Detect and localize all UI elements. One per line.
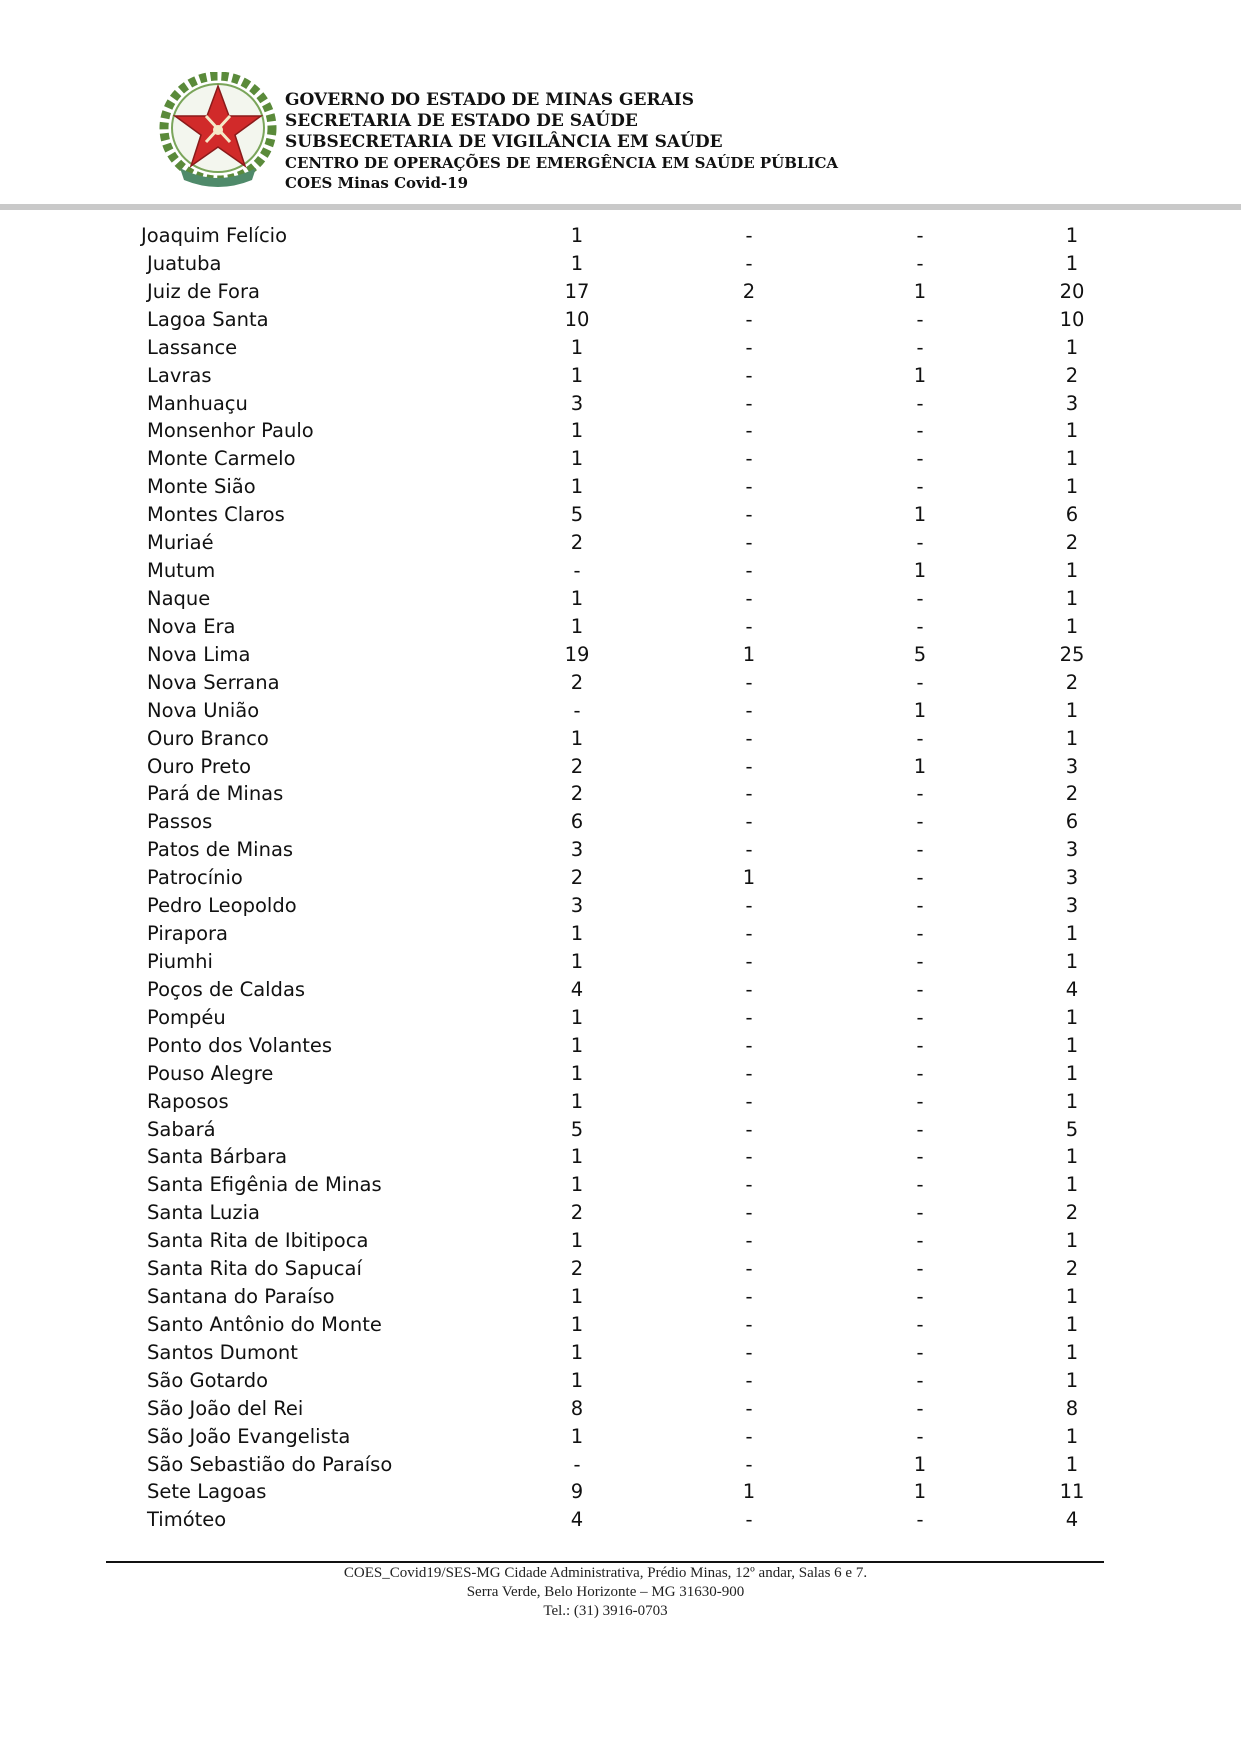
cases-col-3: -	[916, 475, 924, 499]
cases-total: 6	[1065, 810, 1079, 834]
cases-total: 1	[1065, 949, 1079, 973]
table-row	[0, 864, 1241, 892]
cases-col-1: 1	[570, 922, 584, 946]
cases-col-2: -	[745, 1229, 753, 1253]
cases-col-1: 1	[570, 419, 584, 443]
table-row	[0, 1339, 1241, 1367]
cases-col-1: 2	[570, 531, 584, 555]
cases-col-3: -	[916, 251, 924, 275]
cases-total: 1	[1065, 586, 1079, 610]
municipality-name: Sete Lagoas	[147, 1480, 267, 1504]
cases-col-1: 4	[570, 1508, 584, 1532]
cases-total: 1	[1065, 1368, 1079, 1392]
cases-col-2: -	[745, 1033, 753, 1057]
table-row	[0, 1395, 1241, 1423]
cases-col-1: 9	[570, 1480, 584, 1504]
cases-col-3: -	[916, 1424, 924, 1448]
cases-total: 3	[1065, 391, 1079, 415]
cases-col-1: 2	[570, 670, 584, 694]
cases-col-3: -	[916, 1312, 924, 1336]
cases-col-2: -	[745, 754, 753, 778]
cases-total: 2	[1065, 1257, 1079, 1281]
cases-col-3: -	[916, 977, 924, 1001]
municipality-name: São Sebastião do Paraíso	[147, 1452, 393, 1476]
footer-city-line: Serra Verde, Belo Horizonte – MG 31630-900	[466, 1584, 745, 1600]
table-row	[0, 362, 1241, 390]
cases-col-1: 2	[570, 754, 584, 778]
cases-total: 2	[1065, 531, 1079, 555]
cases-col-1: 1	[570, 1089, 584, 1113]
cases-col-1: 1	[570, 1145, 584, 1169]
cases-col-1: 1	[570, 1312, 584, 1336]
cases-col-3: -	[916, 1257, 924, 1281]
municipality-name: Pedro Leopoldo	[147, 894, 297, 918]
cases-col-2: -	[745, 1061, 753, 1085]
header-divider	[0, 204, 1241, 210]
cases-col-1: 2	[570, 782, 584, 806]
cases-col-1: 1	[570, 475, 584, 499]
table-row	[0, 1451, 1241, 1479]
table-row	[0, 445, 1241, 473]
cases-total: 1	[1065, 1005, 1079, 1029]
municipality-name: Nova Lima	[147, 642, 251, 666]
cases-col-1: 1	[570, 1005, 584, 1029]
municipality-name: Pirapora	[147, 922, 228, 946]
cases-col-2: -	[745, 1201, 753, 1225]
cases-total: 8	[1065, 1396, 1079, 1420]
municipality-name: Santana do Paraíso	[147, 1285, 335, 1309]
municipality-name: Ouro Preto	[147, 754, 252, 778]
table-row	[0, 836, 1241, 864]
cases-col-2: 1	[742, 642, 756, 666]
cases-col-2: -	[745, 1117, 753, 1141]
cases-col-1: 1	[570, 363, 584, 387]
cases-total: 1	[1065, 419, 1079, 443]
cases-col-2: -	[745, 1424, 753, 1448]
cases-col-2: -	[745, 977, 753, 1001]
table-row	[0, 334, 1241, 362]
cases-total: 10	[1059, 307, 1085, 331]
cases-col-2: -	[745, 335, 753, 359]
cases-total: 2	[1065, 670, 1079, 694]
municipality-name: Lavras	[147, 363, 212, 387]
municipality-name: Santo Antônio do Monte	[147, 1312, 382, 1336]
header-line-subsecretariat: SUBSECRETARIA DE VIGILÂNCIA EM SAÚDE	[285, 132, 723, 152]
cases-col-1: -	[573, 559, 581, 583]
table-row	[0, 1116, 1241, 1144]
cases-total: 1	[1065, 1452, 1079, 1476]
cases-total: 1	[1065, 251, 1079, 275]
table-row	[0, 1423, 1241, 1451]
cases-col-3: 5	[913, 642, 927, 666]
cases-col-2: 2	[742, 279, 756, 303]
cases-col-2: -	[745, 559, 753, 583]
table-row	[0, 557, 1241, 585]
municipality-name: Ponto dos Volantes	[147, 1033, 333, 1057]
cases-total: 1	[1065, 1061, 1079, 1085]
cases-total: 2	[1065, 1201, 1079, 1225]
cases-total: 1	[1065, 1340, 1079, 1364]
cases-total: 1	[1065, 1285, 1079, 1309]
cases-col-2: -	[745, 307, 753, 331]
table-row	[0, 669, 1241, 697]
cases-col-2: -	[745, 586, 753, 610]
cases-col-3: -	[916, 391, 924, 415]
cases-col-3: -	[916, 1117, 924, 1141]
header-line-government: GOVERNO DO ESTADO DE MINAS GERAIS	[285, 90, 694, 110]
table-row	[0, 1478, 1241, 1506]
cases-col-3: 1	[913, 279, 927, 303]
cases-col-2: -	[745, 1173, 753, 1197]
document-footer	[0, 1564, 1211, 1621]
cases-col-3: -	[916, 1061, 924, 1085]
cases-total: 2	[1065, 363, 1079, 387]
cases-total: 3	[1065, 838, 1079, 862]
cases-total: 6	[1065, 503, 1079, 527]
municipality-name: Nova União	[147, 698, 260, 722]
table-row	[0, 1255, 1241, 1283]
cases-total: 1	[1065, 1424, 1079, 1448]
municipality-name: Juatuba	[147, 251, 222, 275]
table-row	[0, 1171, 1241, 1199]
cases-col-1: 1	[570, 251, 584, 275]
municipality-name: Santa Luzia	[147, 1201, 260, 1225]
cases-col-3: -	[916, 586, 924, 610]
cases-total: 11	[1059, 1480, 1085, 1504]
municipality-name: Piumhi	[147, 949, 213, 973]
cases-col-2: -	[745, 1452, 753, 1476]
municipality-name: Muriaé	[147, 531, 214, 555]
cases-total: 3	[1065, 894, 1079, 918]
municipality-name: Monsenhor Paulo	[147, 419, 314, 443]
cases-col-1: 1	[570, 224, 584, 247]
cases-col-3: -	[916, 335, 924, 359]
cases-col-2: -	[745, 1285, 753, 1309]
cases-col-1: 4	[570, 977, 584, 1001]
cases-col-2: -	[745, 1257, 753, 1281]
cases-col-3: -	[916, 810, 924, 834]
header-line-center: CENTRO DE OPERAÇÕES DE EMERGÊNCIA EM SAÚDE PÚBLICA	[285, 154, 839, 172]
header-text-block	[285, 90, 838, 193]
cases-total: 1	[1065, 224, 1079, 247]
municipality-name: Timóteo	[147, 1508, 227, 1532]
table-row	[0, 1283, 1241, 1311]
table-row	[0, 1367, 1241, 1395]
municipality-name: Montes Claros	[147, 503, 285, 527]
table-row	[0, 1032, 1241, 1060]
table-row	[0, 501, 1241, 529]
municipality-name: Nova Era	[147, 614, 236, 638]
municipality-name: Sabará	[147, 1117, 216, 1141]
cases-col-2: -	[745, 531, 753, 555]
cases-total: 2	[1065, 782, 1079, 806]
table-row	[0, 1060, 1241, 1088]
cases-total: 1	[1065, 1173, 1079, 1197]
cases-col-1: 2	[570, 1201, 584, 1225]
table-row	[0, 1311, 1241, 1339]
table-row	[0, 613, 1241, 641]
cases-col-1: 5	[570, 503, 584, 527]
table-row	[0, 278, 1241, 306]
table-row	[0, 1004, 1241, 1032]
cases-col-1: 8	[570, 1396, 584, 1420]
cases-col-3: -	[916, 1229, 924, 1253]
cases-total: 4	[1065, 977, 1079, 1001]
cases-col-1: 17	[564, 279, 590, 303]
municipality-name: São João Evangelista	[147, 1424, 351, 1448]
table-row	[0, 1227, 1241, 1255]
municipality-name: Pouso Alegre	[147, 1061, 274, 1085]
cases-col-1: 1	[570, 447, 584, 471]
cases-col-1: 3	[570, 838, 584, 862]
cases-col-2: -	[745, 1005, 753, 1029]
cases-col-1: 3	[570, 894, 584, 918]
cases-col-2: -	[745, 726, 753, 750]
municipality-name: Monte Sião	[147, 475, 256, 499]
cases-total: 1	[1065, 1089, 1079, 1113]
cases-total: 1	[1065, 559, 1079, 583]
table-row	[0, 306, 1241, 334]
table-row	[0, 529, 1241, 557]
header-line-secretariat: SECRETARIA DE ESTADO DE SAÚDE	[285, 111, 638, 131]
cases-col-3: -	[916, 894, 924, 918]
cases-col-1: 1	[570, 335, 584, 359]
municipality-name: Santa Rita do Sapucaí	[147, 1257, 362, 1281]
cases-col-2: -	[745, 1340, 753, 1364]
municipality-name: Lassance	[147, 335, 238, 359]
table-row	[0, 920, 1241, 948]
table-row	[0, 390, 1241, 418]
cases-col-3: 1	[913, 1452, 927, 1476]
cases-col-1: 1	[570, 1033, 584, 1057]
cases-col-2: -	[745, 1145, 753, 1169]
cases-col-3: -	[916, 447, 924, 471]
cases-col-2: -	[745, 949, 753, 973]
cases-col-3: -	[916, 726, 924, 750]
cases-col-1: 19	[564, 642, 590, 666]
cases-col-3: -	[916, 866, 924, 890]
cases-col-2: -	[745, 810, 753, 834]
municipality-name: São Gotardo	[147, 1368, 269, 1392]
cases-col-3: -	[916, 1368, 924, 1392]
cases-col-3: -	[916, 922, 924, 946]
cases-col-2: 1	[742, 1480, 756, 1504]
table-row	[0, 780, 1241, 808]
minas-gerais-coat-of-arms-icon	[158, 72, 278, 188]
municipality-name: São João del Rei	[147, 1396, 304, 1420]
cases-col-2: -	[745, 1508, 753, 1532]
municipality-name: Santos Dumont	[147, 1340, 298, 1364]
cases-total: 1	[1065, 698, 1079, 722]
cases-total: 1	[1065, 1145, 1079, 1169]
cases-col-2: -	[745, 1089, 753, 1113]
cases-col-1: 1	[570, 1061, 584, 1085]
cases-col-3: -	[916, 1340, 924, 1364]
cases-col-3: -	[916, 949, 924, 973]
municipality-name: Nova Serrana	[147, 670, 280, 694]
cases-col-3: -	[916, 782, 924, 806]
cases-total: 1	[1065, 1312, 1079, 1336]
cases-total: 1	[1065, 726, 1079, 750]
cases-total: 3	[1065, 866, 1079, 890]
cases-col-1: 1	[570, 949, 584, 973]
table-row	[0, 697, 1241, 725]
cases-col-1: 1	[570, 1173, 584, 1197]
municipality-name: Poços de Caldas	[147, 977, 306, 1001]
cases-col-3: -	[916, 1089, 924, 1113]
table-row	[0, 892, 1241, 920]
cases-total: 1	[1065, 922, 1079, 946]
footer-address-line: COES_Covid19/SES-MG Cidade Administrativa, Prédio Minas, 12º andar, Salas 6 e 7.	[343, 1565, 868, 1581]
cases-col-3: -	[916, 1508, 924, 1532]
cases-col-3: -	[916, 1173, 924, 1197]
cases-col-3: -	[916, 307, 924, 331]
cases-col-1: 1	[570, 586, 584, 610]
cases-col-2: -	[745, 894, 753, 918]
footer-divider	[106, 1561, 1104, 1563]
cases-col-2: -	[745, 1312, 753, 1336]
cases-col-2: -	[745, 698, 753, 722]
municipality-name: Joaquim Felício	[141, 224, 288, 247]
cases-col-3: -	[916, 838, 924, 862]
cases-col-3: 1	[913, 1480, 927, 1504]
cases-col-2: -	[745, 670, 753, 694]
table-row	[0, 1088, 1241, 1116]
cases-col-3: -	[916, 419, 924, 443]
cases-col-1: 1	[570, 1229, 584, 1253]
cases-col-2: -	[745, 782, 753, 806]
cases-total: 1	[1065, 335, 1079, 359]
cases-total: 25	[1059, 642, 1085, 666]
cases-col-2: -	[745, 614, 753, 638]
cases-col-1: 10	[564, 307, 590, 331]
cases-col-3: 1	[913, 559, 927, 583]
cases-col-3: -	[916, 670, 924, 694]
cases-total: 1	[1065, 447, 1079, 471]
cases-col-3: -	[916, 1285, 924, 1309]
cases-col-2: -	[745, 363, 753, 387]
cases-col-1: 6	[570, 810, 584, 834]
cases-total: 1	[1065, 1229, 1079, 1253]
cases-col-1: 3	[570, 391, 584, 415]
table-row	[0, 250, 1241, 278]
cases-col-3: 1	[913, 363, 927, 387]
cases-total: 1	[1065, 475, 1079, 499]
footer-phone-line: Tel.: (31) 3916-0703	[543, 1603, 668, 1619]
cases-col-2: -	[745, 922, 753, 946]
table-row	[0, 725, 1241, 753]
cases-col-3: 1	[913, 698, 927, 722]
cases-total: 1	[1065, 614, 1079, 638]
table-row	[0, 753, 1241, 781]
cases-col-2: -	[745, 447, 753, 471]
municipality-name: Pompéu	[147, 1005, 226, 1029]
cases-col-2: -	[745, 1368, 753, 1392]
municipality-cases-table	[0, 222, 1241, 1534]
table-row	[0, 417, 1241, 445]
cases-col-3: -	[916, 1033, 924, 1057]
cases-col-2: -	[745, 503, 753, 527]
municipality-name: Manhuaçu	[147, 391, 248, 415]
cases-col-1: 1	[570, 1340, 584, 1364]
cases-total: 1	[1065, 1033, 1079, 1057]
cases-col-1: 1	[570, 1368, 584, 1392]
cases-col-3: 1	[913, 754, 927, 778]
table-row	[0, 1506, 1241, 1534]
municipality-name: Mutum	[147, 559, 216, 583]
cases-col-3: -	[916, 1145, 924, 1169]
cases-col-2: 1	[742, 866, 756, 890]
cases-col-1: 1	[570, 1285, 584, 1309]
cases-col-3: -	[916, 1201, 924, 1225]
table-row	[0, 641, 1241, 669]
municipality-name: Juiz de Fora	[147, 279, 260, 303]
cases-col-2: -	[745, 251, 753, 275]
table-row	[0, 976, 1241, 1004]
cases-col-3: -	[916, 531, 924, 555]
cases-col-1: 1	[570, 614, 584, 638]
cases-col-1: 2	[570, 1257, 584, 1281]
table-row	[0, 473, 1241, 501]
municipality-name: Pará de Minas	[147, 782, 284, 806]
cases-col-3: -	[916, 614, 924, 638]
municipality-name: Santa Rita de Ibitipoca	[147, 1229, 369, 1253]
cases-total: 5	[1065, 1117, 1079, 1141]
municipality-name: Naque	[147, 586, 211, 610]
cases-col-2: -	[745, 391, 753, 415]
cases-col-1: 2	[570, 866, 584, 890]
cases-total: 3	[1065, 754, 1079, 778]
cases-col-1: -	[573, 1452, 581, 1476]
municipality-name: Patos de Minas	[147, 838, 294, 862]
cases-col-2: -	[745, 419, 753, 443]
table-row	[0, 222, 1241, 250]
municipality-name: Ouro Branco	[147, 726, 269, 750]
municipality-name: Santa Bárbara	[147, 1145, 288, 1169]
cases-col-1: 1	[570, 1424, 584, 1448]
municipality-name: Monte Carmelo	[147, 447, 296, 471]
table-row	[0, 1199, 1241, 1227]
cases-col-3: -	[916, 1396, 924, 1420]
table-row	[0, 808, 1241, 836]
municipality-name: Passos	[147, 810, 213, 834]
cases-col-2: -	[745, 224, 753, 247]
cases-col-3: 1	[913, 503, 927, 527]
cases-col-1: 1	[570, 726, 584, 750]
document-header	[0, 0, 1241, 210]
cases-col-2: -	[745, 838, 753, 862]
cases-col-1: 5	[570, 1117, 584, 1141]
cases-total: 20	[1059, 279, 1085, 303]
table-row	[0, 1143, 1241, 1171]
table-row	[0, 585, 1241, 613]
cases-total: 4	[1065, 1508, 1079, 1532]
cases-col-1: -	[573, 698, 581, 722]
municipality-name: Lagoa Santa	[147, 307, 269, 331]
cases-col-3: -	[916, 1005, 924, 1029]
cases-col-2: -	[745, 475, 753, 499]
header-line-coes: COES Minas Covid-19	[285, 174, 469, 192]
table-row	[0, 948, 1241, 976]
municipality-name: Santa Efigênia de Minas	[147, 1173, 382, 1197]
cases-col-3: -	[916, 224, 924, 247]
municipality-name: Patrocínio	[147, 866, 243, 890]
cases-col-2: -	[745, 1396, 753, 1420]
municipality-name: Raposos	[147, 1089, 229, 1113]
